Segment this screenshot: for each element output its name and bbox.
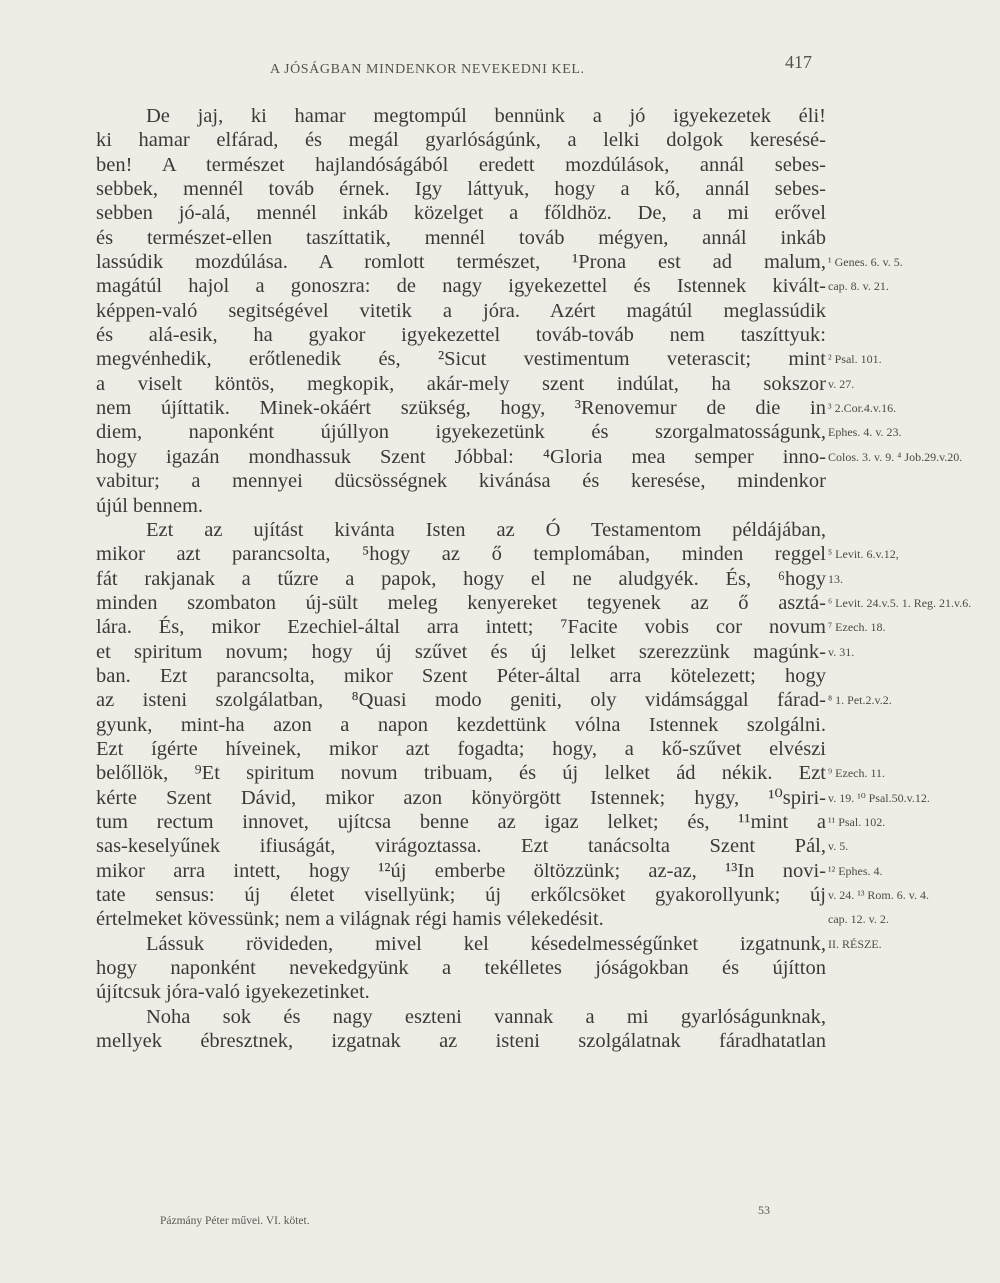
margin-note: v. 31. — [828, 644, 855, 659]
text-line: belőllök, ⁹Et spiritum novum tribuam, és új lelket ád nékik. Ezt — [96, 762, 826, 785]
body-text — [96, 104, 826, 1053]
signature-mark: 53 — [758, 1203, 770, 1217]
text-line: Lássuk rövideden, mivel kel késedelmességűnket izgatnunk, — [146, 932, 826, 955]
text-line: kérte Szent Dávid, mikor azon könyörgött Istennek; hygy, ¹⁰spiri- — [96, 786, 826, 809]
text-line: tum rectum innovet, ujítcsa benne az igaz lelket; és, ¹¹mint a — [96, 810, 826, 833]
margin-note: v. 5. — [828, 839, 849, 854]
margin-note: ¹² Ephes. 4. — [828, 863, 883, 878]
text-line: minden szombaton új-sült meleg kenyereket tegyenek az ő asztá- — [96, 591, 826, 614]
margin-note — [828, 494, 998, 518]
margin-note — [828, 664, 998, 688]
margin-note: ² Psal. 101. — [828, 352, 882, 367]
margin-note: ⁶ Levit. 24.v.5. 1. Reg. 21.v.6. — [828, 595, 972, 610]
text-line: ban. Ezt parancsolta, mikor Szent Péter-által arra kötelezett; hogy — [96, 664, 826, 687]
margin-note — [828, 1029, 998, 1053]
margin-note — [828, 469, 998, 493]
text-line: sebben jó-alá, mennél inkáb közelget a főldhöz. De, a mi erővel — [96, 202, 826, 225]
margin-note: ¹ Genes. 6. v. 5. — [828, 255, 903, 270]
text-line: vabitur; a mennyei dücsösségnek kivánása és keresése, mindenkor — [96, 470, 826, 493]
margin-note — [828, 1005, 998, 1029]
margin-note: ⁵ Levit. 6.v.12, — [828, 547, 899, 562]
text-line: lassúdik mozdúlása. A romlott természet, ¹Prona est ad malum, — [96, 251, 826, 274]
text-line: hogy naponként nevekedgyünk a tekélletes jóságokban és újítton — [96, 957, 826, 980]
footer-imprint: Pázmány Péter művei. VI. kötet. — [160, 1215, 310, 1227]
text-line: Ezt az ujítást kivánta Isten az Ó Testamentom példájában, — [146, 518, 826, 541]
text-line: nem újíttatik. Minek-okáért szükség, hogy, ³Renovemur de die in — [96, 397, 826, 420]
text-line: újítcsuk jóra-való igyekezetinket. — [96, 981, 370, 1004]
page-number: 417 — [785, 52, 812, 72]
margin-note — [828, 104, 998, 128]
margin-note: Colos. 3. v. 9. ⁴ Job.29.v.20. — [828, 449, 963, 464]
margin-note — [828, 177, 998, 201]
text-line: és alá-esik, ha gyakor igyekezettel továb-továb nem taszíttyuk: — [96, 324, 826, 347]
margin-note: 13. — [828, 571, 843, 586]
margin-note: ⁸ 1. Pet.2.v.2. — [828, 693, 892, 708]
text-line: képpen-való segitségével vitetik a jóra. Azért magátúl meglassúdik — [96, 299, 826, 322]
text-line: et spiritum novum; hogy új szűvet és új lelket szerezzünk magúnk- — [96, 640, 826, 663]
text-line: Noha sok és nagy eszteni vannak a mi gyarlóságunknak, — [146, 1005, 826, 1028]
margin-note — [828, 299, 998, 323]
text-line: sebbek, mennél továb érnek. Igy láttyuk, hogy a kő, annál sebes- — [96, 178, 826, 201]
text-line: diem, naponként újúllyon igyekezetünk és szorgalmatosságunk, — [96, 421, 826, 444]
margin-note: ⁹ Ezech. 11. — [828, 766, 886, 781]
text-line: lára. És, mikor Ezechiel-által arra intett; ⁷Facite vobis cor novum — [96, 616, 826, 639]
running-head: A JÓSÁGBAN MINDENKOR NEVEKEDNI KEL. — [270, 62, 585, 77]
text-line: és természet-ellen taszíttatik, mennél továb mégyen, annál inkáb — [96, 226, 826, 249]
margin-note — [828, 737, 998, 761]
margin-note: Ephes. 4. v. 23. — [828, 425, 902, 440]
text-line: tate sensus: új életet visellyünk; új erkőlcsöket gyakorollyunk; új — [96, 884, 826, 906]
text-line: sas-keselyűnek ifiuságát, virágoztassa. Ezt tanácsolta Szent Pál, — [96, 835, 826, 858]
margin-note: v. 27. — [828, 376, 855, 391]
text-line: ben! A természet hajlandóságából eredett mozdúlások, annál sebes- — [96, 153, 826, 176]
text-line: mikor azt parancsolta, ⁵hogy az ő templomában, minden reggel — [96, 543, 826, 566]
margin-note: v. 19. ¹⁰ Psal.50.v.12. — [828, 790, 930, 805]
text-line: gyunk, mint-ha azon a napon kezdettünk vólna Istennek szolgálni. — [96, 713, 826, 736]
margin-note — [828, 153, 998, 177]
margin-note: cap. 12. v. 2. — [828, 912, 889, 927]
text-line: mellyek ébresztnek, izgatnak az isteni szolgálatnak fáradhatatlan — [96, 1030, 826, 1053]
text-line: fát rakjanak a tűzre a papok, hogy el ne aludgyék. És, ⁶hogy — [96, 567, 826, 590]
text-line: Ezt ígérte híveinek, mikor azt fogadta; hogy, a kő-szűvet elvészi — [96, 737, 826, 760]
margin-note: cap. 8. v. 21. — [828, 279, 889, 294]
text-line: mikor arra intett, hogy ¹²új emberbe öltözzünk; az-az, ¹³In novi- — [96, 859, 826, 882]
margin-note — [828, 201, 998, 225]
margin-note — [828, 518, 998, 542]
margin-note — [828, 956, 998, 980]
text-line: De jaj, ki hamar megtompúl bennünk a jó igyekezetek éli! — [146, 105, 826, 127]
margin-note: II. RÉSZE. — [828, 936, 882, 951]
margin-note: v. 24. ¹³ Rom. 6. v. 4. — [828, 888, 929, 902]
margin-note — [828, 323, 998, 347]
margin-note — [828, 128, 998, 152]
text-line: a viselt köntös, megkopik, akár-mely szent indúlat, ha sokszor — [96, 372, 826, 395]
margin-note: ¹¹ Psal. 102. — [828, 814, 886, 829]
margin-note — [828, 713, 998, 737]
text-line: magátúl hajol a gonoszra: de nagy igyekezettel és Istennek kivált- — [96, 275, 826, 298]
margin-note — [828, 226, 998, 250]
text-line: megvénhedik, erőtlenedik és, ²Sicut vestimentum veterascit; mint — [96, 348, 826, 371]
margin-note: ³ 2.Cor.4.v.16. — [828, 401, 897, 416]
text-line: ki hamar elfárad, és megál gyarlóságúnk, a lelki dolgok keresésé- — [96, 129, 826, 152]
margin-notes — [828, 104, 998, 1053]
text-line: hogy igazán mondhassuk Szent Jóbbal: ⁴Gloria mea semper inno- — [96, 445, 826, 468]
margin-note: ⁷ Ezech. 18. — [828, 620, 886, 635]
text-line: újúl bennem. — [96, 494, 204, 517]
text-line: értelmeket kövessünk; nem a világnak régi hamis vélekedésit. — [96, 908, 604, 931]
text-line: az isteni szolgálatban, ⁸Quasi modo geniti, oly vidámsággal fárad- — [96, 689, 826, 712]
margin-note — [828, 980, 998, 1004]
